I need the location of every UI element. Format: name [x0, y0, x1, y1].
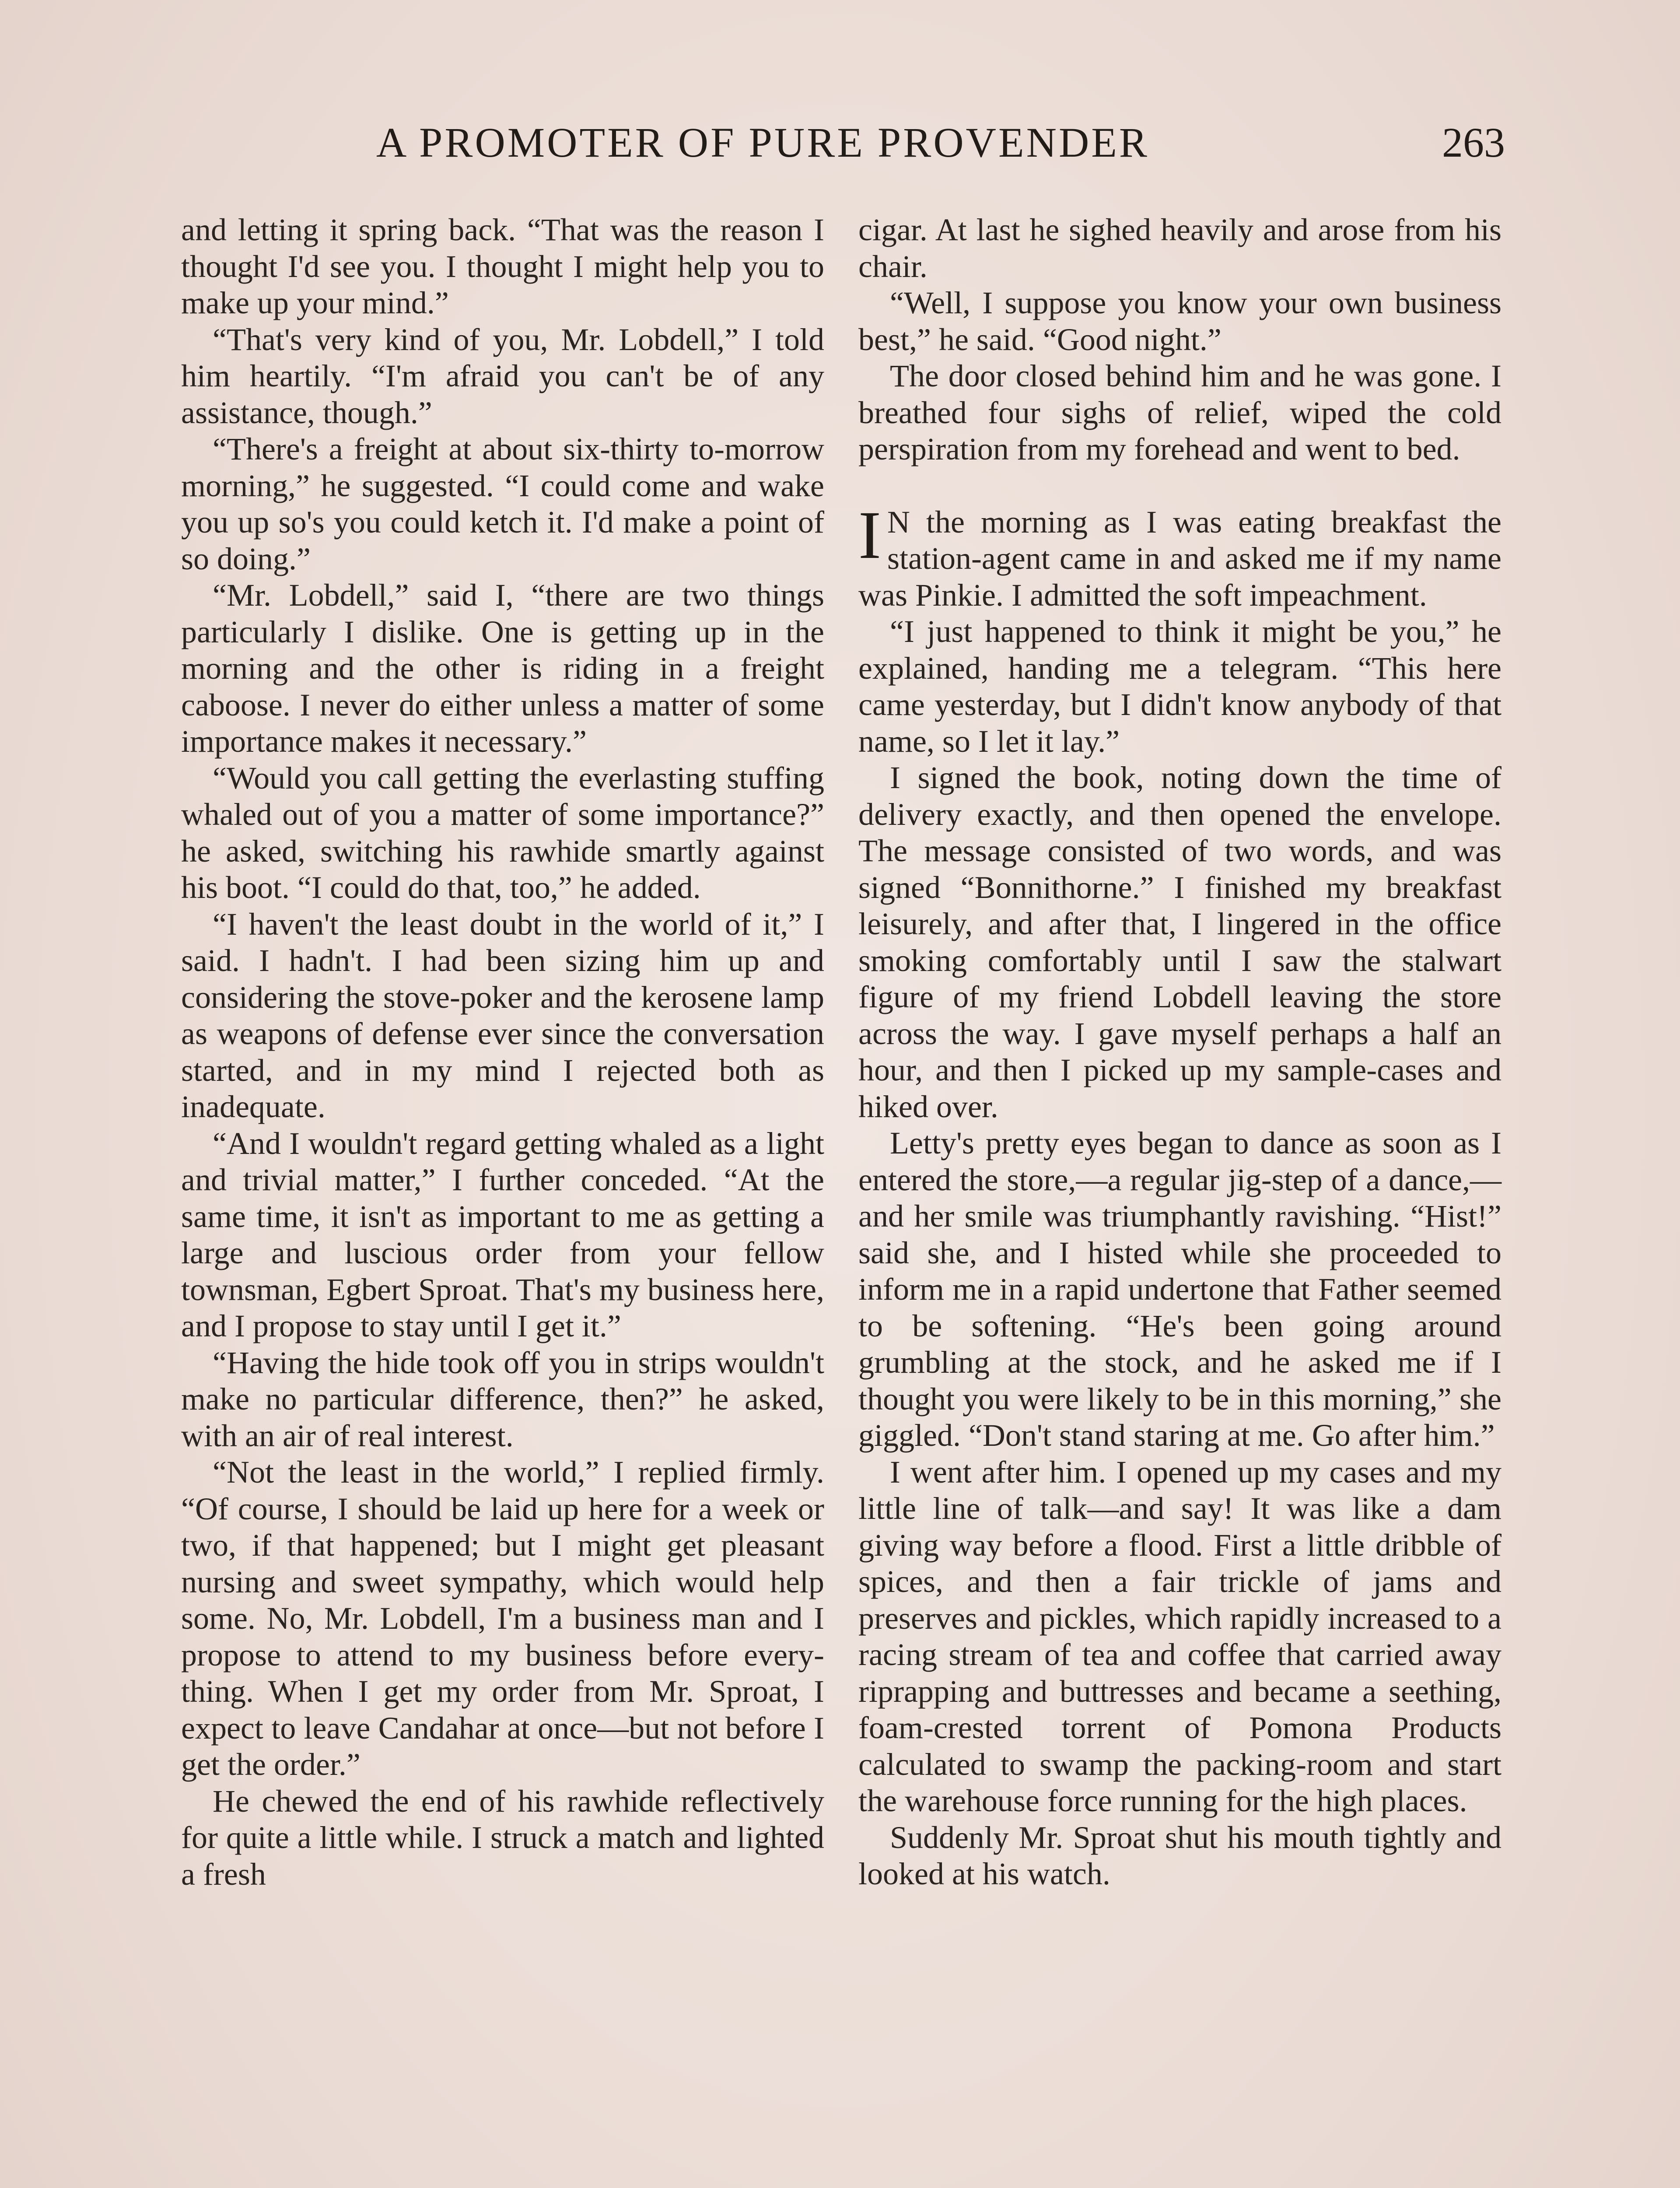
- paragraph: He chewed the end of his rawhide reflectively for quite a little while. I struck a match and lighted a fresh: [181, 1783, 824, 1892]
- right-column: [858, 212, 1502, 1893]
- paragraph: Letty's pretty eyes began to dance as soon as I entered the store,—a regular jig-step of a dance,—and her smile was triumphantly ravishing. “Hist!” said she, and I histed while she proceeded to inform me in a rapid undertone that Father seemed to be softening. “He's been going around grumbling at the stock, and he asked me if I thought you were likely to be in this morning,” she giggled. “Don't stand staring at me. Go after him.”: [858, 1126, 1502, 1453]
- paragraph: “Well, I suppose you know your own business best,” he said. “Good night.”: [858, 285, 1502, 357]
- section-opening-paragraph: [858, 497, 1502, 614]
- paragraph: The door closed behind him and he was gone. I breathed four sighs of relief, wiped the cold perspiration from my forehead and went to bed.: [858, 358, 1502, 466]
- paragraph: “I haven't the least doubt in the world of it,” I said. I hadn't. I had been sizing him up and considering the stove-poker and the kerosene lamp as weapons of defense ever since the conversation started, and in my mind I rejected both as inadequate.: [181, 906, 824, 1124]
- paragraph: “Not the least in the world,” I replied firmly. “Of course, I should be laid up here for a week or two, if that happened; but I might get pleasant nursing and sweet sympathy, which would help some. No, Mr. Lobdell, I'm a business man and I propose to attend to my business before everything. When I get my order from Mr. Sproat, I expect to leave Candahar at once—but not before I get the order.”: [181, 1455, 824, 1782]
- paragraph: “That's very kind of you, Mr. Lobdell,” I told him heartily. “I'm afraid you can't be of any assistance, though.”: [181, 322, 824, 430]
- section-first-paragraph-text: N the morning as I was eating breakfast the station-agent came in and asked me if my name was Pinkie. I admitted the soft impeachment.: [858, 504, 1502, 613]
- drop-cap: I: [858, 497, 881, 573]
- page-header: [175, 118, 1505, 171]
- paragraph: “Would you call getting the everlasting stuffing whaled out of you a matter of some importance?” he asked, switching his rawhide smartly against his boot. “I could do that, too,” he added.: [181, 760, 824, 905]
- running-title: A PROMOTER OF PURE PROVENDER: [376, 119, 1149, 166]
- paragraph: “And I wouldn't regard getting whaled as a light and trivial matter,” I further conceded. “At the same time, it isn't as important to me as getting a large and luscious order from your fellow townsman, Egbert Sproat. That's my business here, and I propose to stay until I get it.”: [181, 1126, 824, 1343]
- paragraph: “Mr. Lobdell,” said I, “there are two things particularly I dislike. One is getting up in the morning and the other is riding in a freight caboose. I never do either unless a matter of some importance makes it necessary.”: [181, 578, 824, 759]
- paragraph: Suddenly Mr. Sproat shut his mouth tightly and looked at his watch.: [858, 1820, 1502, 1891]
- paragraph: “There's a freight at about six-thirty to-morrow morning,” he suggested. “I could come and wake you up so's you could ketch it. I'd make a point of so doing.”: [181, 431, 824, 576]
- paragraph: and letting it spring back. “That was the reason I thought I'd see you. I thought I might help you to make up your mind.”: [181, 212, 824, 320]
- left-column: [181, 212, 824, 1893]
- page-number: 263: [1442, 119, 1505, 166]
- paragraph: “I just happened to think it might be you,” he explained, handing me a telegram. “This here came yesterday, but I didn't know anybody of that name, so I let it lay.”: [858, 614, 1502, 759]
- paragraph: cigar. At last he sighed heavily and arose from his chair.: [858, 212, 1502, 284]
- paragraph: “Having the hide took off you in strips wouldn't make no particular difference, then?” he asked, with an air of real interest.: [181, 1345, 824, 1453]
- paragraph: I signed the book, noting down the time of delivery exactly, and then opened the envelope. The message consisted of two words, and was signed “Bonnithorne.” I finished my breakfast leisurely, and after that, I lingered in the office smoking comfortably until I saw the stalwart figure of my friend Lobdell leaving the store across the way. I gave myself perhaps a half an hour, and then I picked up my sample-cases and hiked over.: [858, 760, 1502, 1124]
- paragraph: I went after him. I opened up my cases and my little line of talk—and say! It was like a dam giving way before a flood. First a little dribble of spices, and then a fair trickle of jams and preserves and pickles, which rapidly increased to a racing stream of tea and coffee that carried away riprapping and buttresses and became a seething, foam-crested torrent of Pomona Products calculated to swamp the packing-room and start the warehouse force running for the high places.: [858, 1454, 1502, 1818]
